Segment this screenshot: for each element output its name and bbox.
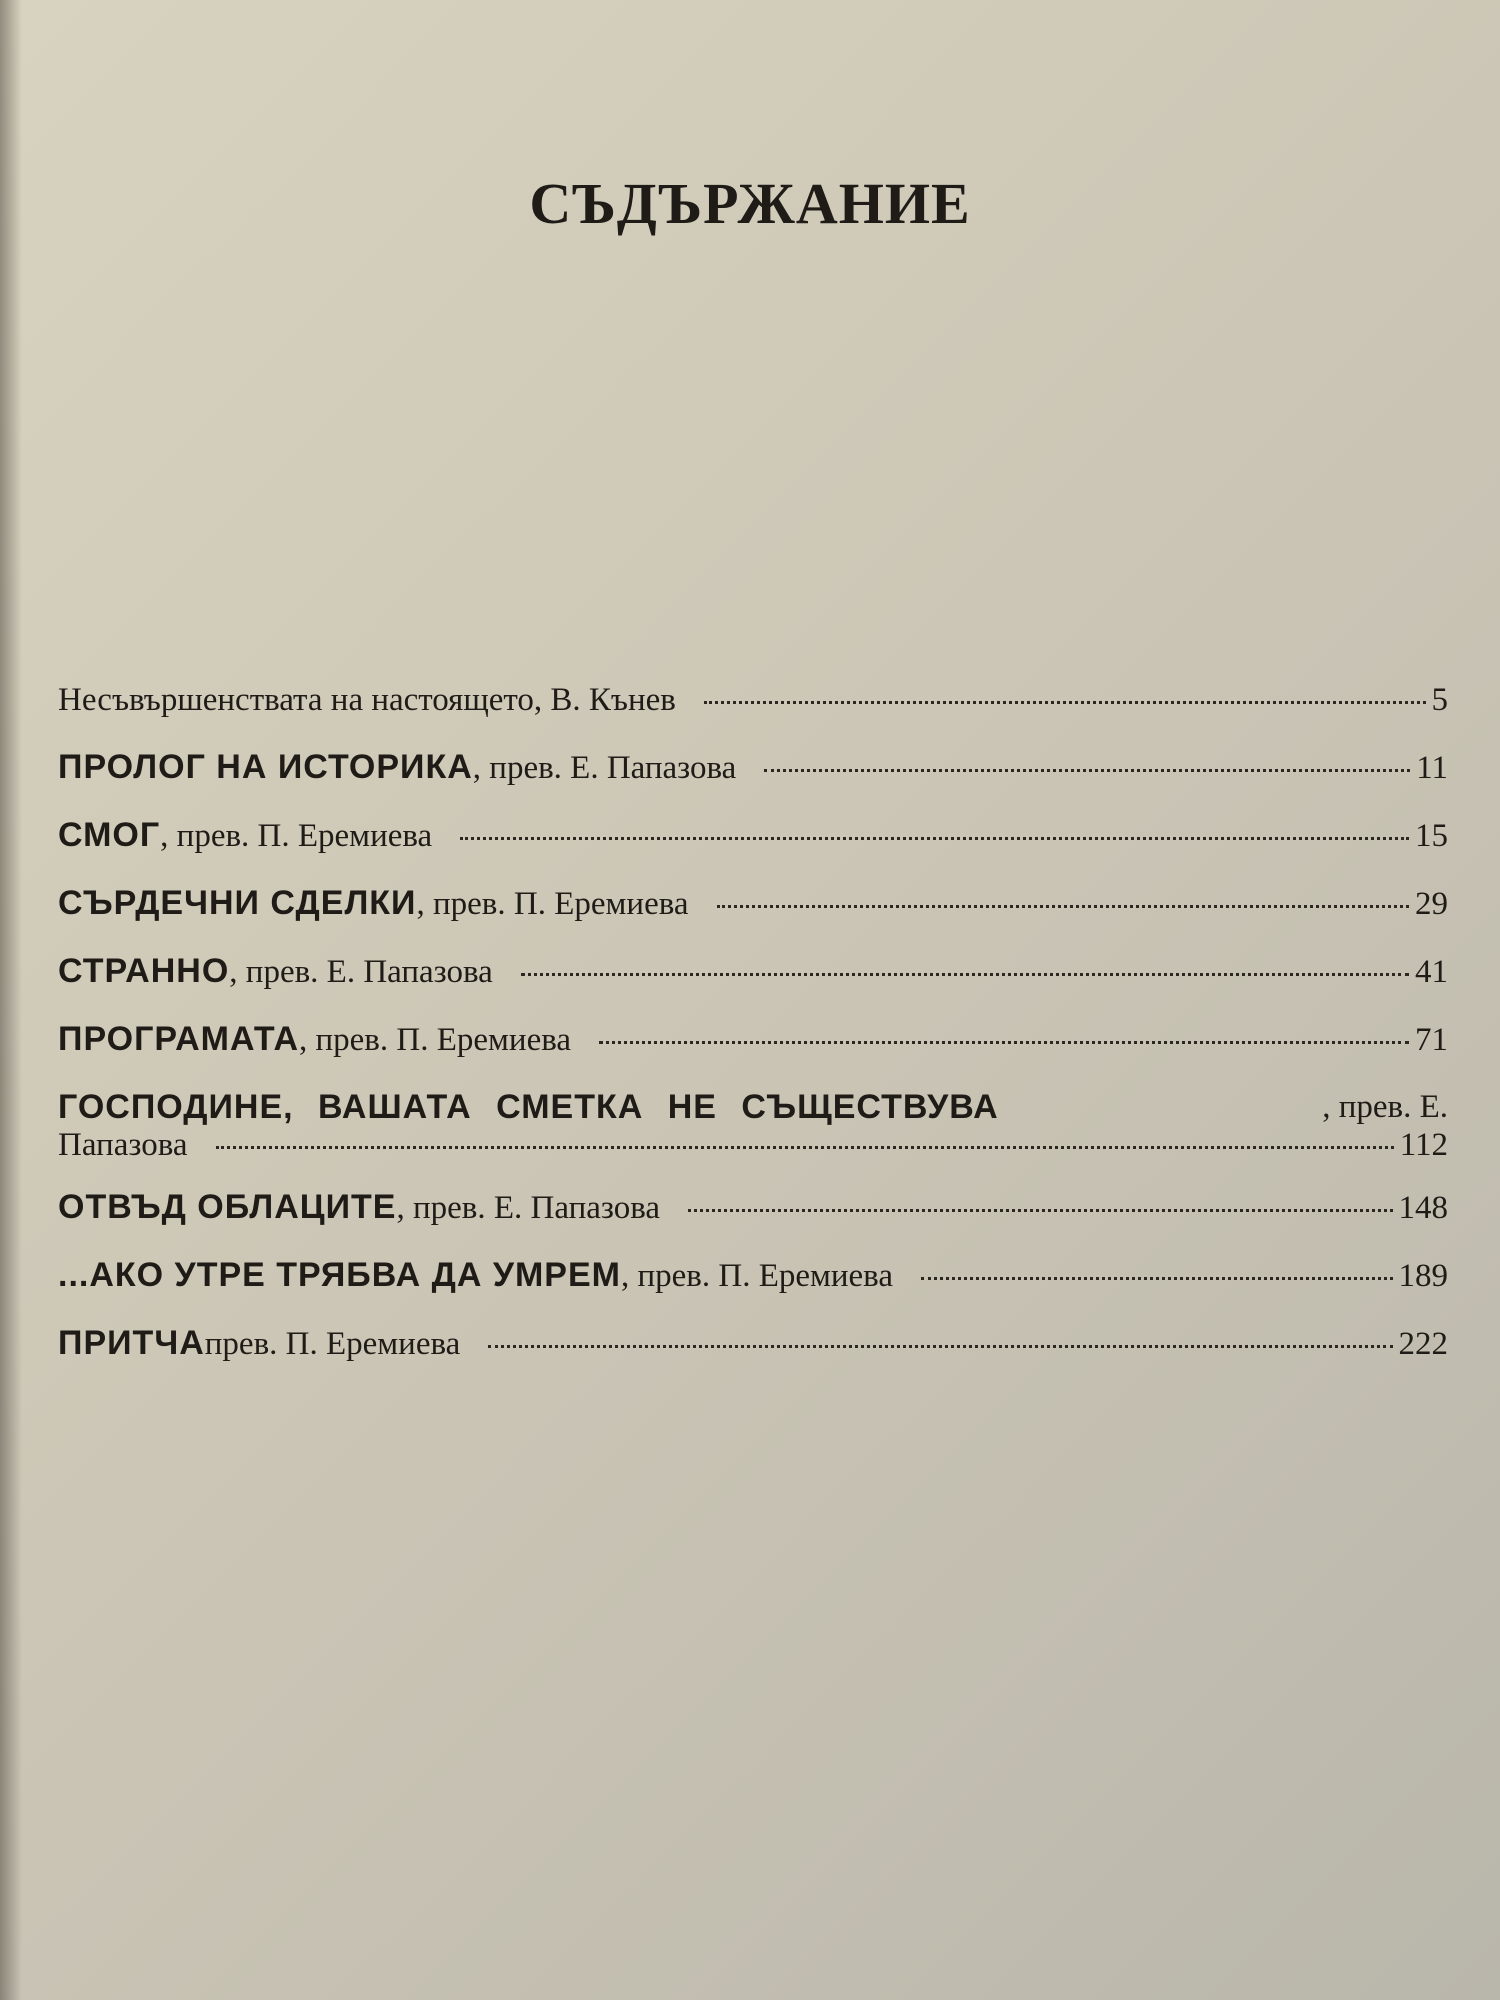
toc-entry-translator: , прев. П. Еремиева xyxy=(416,886,689,922)
toc-entry xyxy=(58,747,1448,788)
toc-page-number: 11 xyxy=(1416,750,1448,786)
toc-entry-translator: , прев. Е. Папазова xyxy=(229,954,493,990)
toc-entry xyxy=(58,815,1448,856)
toc-entry-translator: прев. П. Еремиева xyxy=(204,1326,461,1362)
toc-entry-title: ...АКО УТРЕ ТРЯБВА ДА УМРЕМ xyxy=(58,1256,621,1294)
toc-entry-translator: , прев. Е. xyxy=(1322,1089,1448,1125)
toc-entry xyxy=(58,1019,1448,1060)
toc-entry-title: СЪРДЕЧНИ СДЕЛКИ xyxy=(58,884,417,922)
table-of-contents xyxy=(58,680,1448,1391)
toc-leader-dots xyxy=(521,973,1409,976)
toc-page-number: 41 xyxy=(1415,954,1448,990)
toc-page-number: 71 xyxy=(1415,1022,1448,1058)
toc-entry-title: ПРИТЧА xyxy=(58,1324,205,1362)
toc-page-number: 222 xyxy=(1398,1326,1448,1362)
toc-leader-dots xyxy=(921,1277,1393,1280)
toc-entry xyxy=(58,1323,1448,1364)
toc-leader-dots xyxy=(717,905,1409,908)
toc-entry-line xyxy=(58,1127,1448,1163)
toc-leader-dots xyxy=(599,1041,1409,1044)
toc-entry-title: ПРОГРАМАТА xyxy=(58,1020,299,1058)
toc-page-number: 5 xyxy=(1431,682,1448,718)
page-spine-shadow xyxy=(0,0,22,2000)
toc-page-number: 112 xyxy=(1399,1127,1448,1163)
toc-entry-translator: , прев. П. Еремиева xyxy=(620,1258,893,1294)
toc-entry xyxy=(58,1255,1448,1296)
toc-entry xyxy=(58,883,1448,924)
toc-leader-dots xyxy=(488,1345,1392,1348)
toc-entry-title: ПРОЛОГ НА ИСТОРИКА xyxy=(58,748,473,786)
toc-entry-translator: , прев. Е. Папазова xyxy=(472,750,737,786)
toc-page-number: 15 xyxy=(1415,818,1448,854)
toc-entry-title: СТРАННО xyxy=(58,952,230,990)
toc-entry-translator: , прев. Е. Папазова xyxy=(396,1190,661,1226)
toc-leader-dots xyxy=(764,769,1410,772)
toc-entry-title: ОТВЪД ОБЛАЦИТЕ xyxy=(58,1188,397,1226)
toc-leader-dots xyxy=(704,701,1426,704)
toc-entry-translator-continued: Папазова xyxy=(58,1127,188,1163)
toc-entry xyxy=(58,1187,1448,1228)
toc-page-number: 189 xyxy=(1398,1258,1448,1294)
toc-entry-title: Несъвършенствата на настоящето, В. Кънев xyxy=(58,682,676,718)
toc-leader-dots xyxy=(460,837,1409,840)
toc-entry-translator: , прев. П. Еремиева xyxy=(160,818,433,854)
toc-leader-dots xyxy=(688,1209,1392,1212)
toc-leader-dots xyxy=(216,1146,1394,1149)
toc-entry-title: СМОГ xyxy=(58,816,161,854)
toc-entry xyxy=(58,680,1448,720)
toc-entry xyxy=(58,951,1448,992)
toc-page-number: 29 xyxy=(1415,886,1448,922)
toc-entry-title: ГОСПОДИНЕ, ВАШАТА СМЕТКА НЕ СЪЩЕСТВУВА xyxy=(58,1088,999,1126)
toc-page-number: 148 xyxy=(1398,1190,1448,1226)
toc-entry-line xyxy=(58,1087,1448,1127)
toc-entry-translator: , прев. П. Еремиева xyxy=(299,1022,572,1058)
toc-entry xyxy=(58,1087,1448,1163)
page-title: СЪДЪРЖАНИЕ xyxy=(529,171,971,236)
